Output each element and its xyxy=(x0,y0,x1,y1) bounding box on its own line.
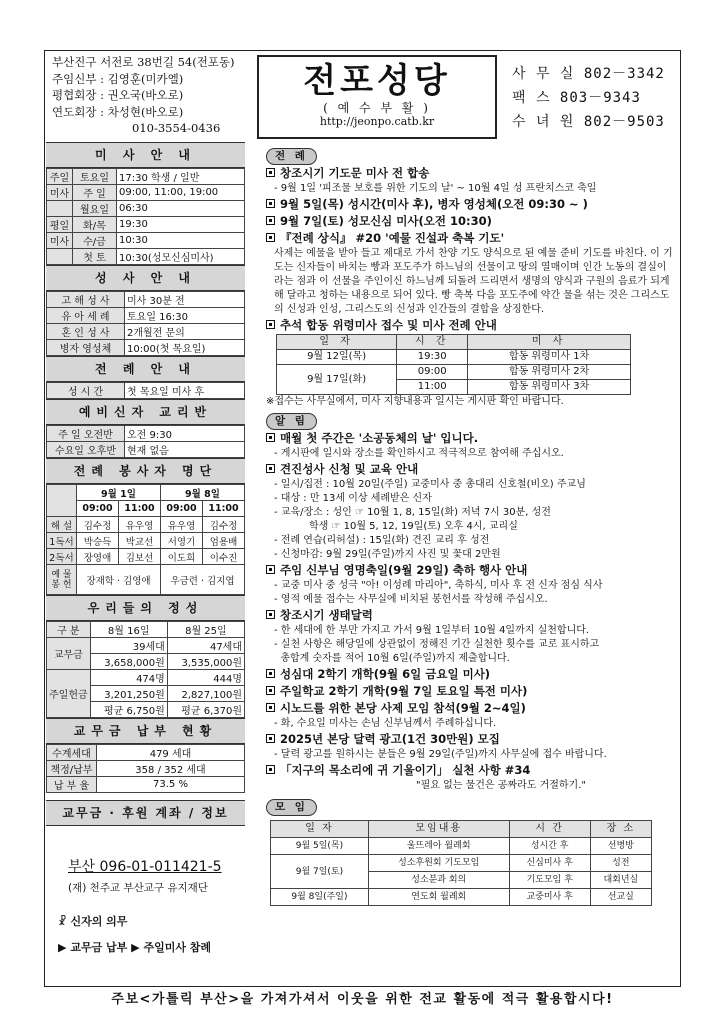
left-column xyxy=(46,142,245,793)
news-items xyxy=(266,430,676,779)
table-cell: 토요일 xyxy=(73,169,117,185)
table-row xyxy=(47,670,245,686)
item-title-row xyxy=(266,196,676,213)
square-bullet-icon xyxy=(266,565,275,574)
yeondo-chair: 연도회장 : 차성현(바오로) xyxy=(52,104,184,119)
table-cell: 울뜨레아 월례회 xyxy=(368,838,509,855)
table-cell: 11:00 xyxy=(203,501,245,517)
table-cell: 19:30 xyxy=(397,350,468,365)
square-bullet-icon xyxy=(266,669,275,678)
table-cell: 3,535,000원 xyxy=(167,654,244,670)
meetings-table xyxy=(270,820,652,906)
table-cell: 11:00 xyxy=(397,380,468,395)
table-row xyxy=(47,777,245,793)
phone: 010-3554-0436 xyxy=(132,121,221,135)
item-title-row xyxy=(266,430,676,447)
table-cell: 우금련 · 김지엽 xyxy=(161,565,245,595)
table-cell: 이도희 xyxy=(161,549,203,565)
fax-number: 팩 스 803－9343 xyxy=(512,90,641,106)
mass-heading: 미 사 안 내 xyxy=(46,142,245,168)
table-cell: 합동 위령미사 3차 xyxy=(468,380,631,395)
memorial-title-row xyxy=(266,317,676,334)
memorial-note: ※접수는 사무실에서, 미사 지향내용과 일시는 게시판 확인 바랍니다. xyxy=(266,396,564,407)
item-title-row xyxy=(266,213,676,230)
table-cell: 수/금 xyxy=(73,233,117,249)
duty-title: 신자의 의무 xyxy=(70,915,128,928)
table-cell: 주일 xyxy=(47,169,73,185)
table-cell: 유우영 xyxy=(161,517,203,533)
table-cell: 장재학 · 김영애 xyxy=(77,565,161,595)
item-line: - 달력 광고를 원하시는 분들은 9월 29일(주일)까지 사무실에 접수 바랍니다. xyxy=(274,749,607,760)
table-cell: 주 일 오전반 xyxy=(47,426,125,442)
table-row xyxy=(47,501,245,517)
table-row xyxy=(277,350,631,365)
table-cell: 11:00 xyxy=(119,501,161,517)
memorial-table xyxy=(276,334,631,395)
duty-list xyxy=(46,939,245,955)
item-line: - 9월 1일 '피조물 보호를 위한 기도의 날' ~ 10월 4일 성 프란치스코 축일 xyxy=(274,183,597,194)
table-row xyxy=(47,517,245,533)
table-row xyxy=(277,335,631,350)
item-line: - 한 세대에 한 부만 가지고 가서 9월 1일부터 10월 4일까지 실천합니다. xyxy=(274,625,590,636)
catechumen-table xyxy=(46,425,245,458)
table-row xyxy=(47,233,245,249)
table-row xyxy=(47,217,245,233)
table-cell: 39세대 xyxy=(90,638,167,654)
table-cell: 선교실 xyxy=(590,889,651,906)
table-cell: 성전 xyxy=(590,855,651,872)
table-cell: 책정/납부 xyxy=(47,761,97,777)
table-cell: 성소분과 회의 xyxy=(368,872,509,889)
table-cell: 성시간 후 xyxy=(509,838,590,855)
table-cell: 10:30 xyxy=(117,233,245,249)
servers-heading: 전례 봉사자 명단 xyxy=(46,458,245,484)
table-cell: 월요일 xyxy=(73,201,117,217)
table-cell: 모임내용 xyxy=(368,821,509,838)
square-bullet-icon xyxy=(266,233,275,242)
table-cell: 미사 30분 전 xyxy=(125,292,245,308)
offering-table xyxy=(46,621,245,718)
square-bullet-icon xyxy=(266,610,275,619)
offering-heading: 우리들의 정성 xyxy=(46,595,245,621)
item-title: 「지구의 목소리에 귀 기울이기」 실천 사항 #34 xyxy=(280,763,531,777)
table-cell: 예 물 봉 헌 xyxy=(47,565,77,595)
item-line: - 교육/장소 : 성인 ☞ 10월 1, 8, 15일(화) 저녁 7시 30분, 성전 xyxy=(274,507,551,518)
item-line: - 대상 : 만 13세 이상 세례받은 신자 xyxy=(274,493,432,504)
table-row xyxy=(47,761,245,777)
item-title: 시노드를 위한 본당 사제 모임 참석(9월 2~4일) xyxy=(280,701,526,715)
sacrament-table xyxy=(46,291,245,356)
item-title-row xyxy=(266,731,676,748)
table-cell: 2개월전 문의 xyxy=(125,324,245,340)
table-cell xyxy=(47,201,73,217)
liturgy-paragraph: 사제는 예물을 받아 들고 제대로 가서 찬양 기도 양식으로 된 예물 준비 기도를 바친다. 이 기도는 신자들이 바치는 빵과 포도주가 하느님의 선물이고 땅의 열매이며 인간 노동의 결실이라는 점과 이 선물을 주인이신 하느님께 되돌려 드리면서 생명의 양식과 구원의 음료가 되게 해 달라고 청하는 내용으로 되어 있다. 빵 축복 다음 포도주에 약간 물을 섞는 것은 그리스도의 신성과 인성, 그리스도의 신성과 인간들의 결합을 상징한다. xyxy=(274,248,673,315)
parish-title: 전포성당 xyxy=(303,61,451,101)
table-cell: 평균 6,370원 xyxy=(167,702,244,718)
table-cell: 9월 5일(목) xyxy=(271,838,369,855)
table-cell: 장 소 xyxy=(590,821,651,838)
table-cell: 김수정 xyxy=(203,517,245,533)
table-cell: 06:30 xyxy=(117,201,245,217)
item-title-row xyxy=(266,700,676,717)
table-cell: 09:00 xyxy=(77,501,119,517)
table-cell: 김수정 xyxy=(77,517,119,533)
tithe-status-heading: 교무금 납부 현황 xyxy=(46,718,245,744)
table-cell: 미 사 xyxy=(468,335,631,350)
table-cell: 8월 16일 xyxy=(90,622,167,638)
table-row xyxy=(47,485,245,501)
table-cell: 358 / 352 세대 xyxy=(97,761,245,777)
account-box xyxy=(46,800,245,980)
duty-title-row xyxy=(46,913,245,929)
table-cell: 9월 7일(토) xyxy=(271,855,369,889)
triangle-icon: ▶ xyxy=(58,941,67,954)
table-cell: 합동 위령미사 1차 xyxy=(468,350,631,365)
table-cell: 2독서 xyxy=(47,549,77,565)
table-cell: 연도회 월례회 xyxy=(368,889,509,906)
item-title-row xyxy=(266,461,676,478)
table-cell: 9월 8일 xyxy=(161,485,245,501)
duty-item: 주일미사 참례 xyxy=(143,941,212,954)
table-cell: 서영기 xyxy=(161,533,203,549)
pastor: 주임신부 : 김영훈(미카엘) xyxy=(52,71,184,86)
item-title-row xyxy=(266,230,676,247)
square-bullet-icon xyxy=(266,686,275,695)
table-row xyxy=(277,365,631,380)
square-bullet-icon xyxy=(266,464,275,473)
table-cell: 엄용배 xyxy=(203,533,245,549)
table-row xyxy=(271,838,652,855)
table-cell: 일 자 xyxy=(277,335,397,350)
table-cell: 9월 17일(화) xyxy=(277,365,397,395)
item-line: - 게시판에 일시와 장소를 확인하시고 적극적으로 참여해 주십시오. xyxy=(274,448,564,459)
table-cell: 합동 위령미사 2차 xyxy=(468,365,631,380)
table-cell: 구 분 xyxy=(47,622,91,638)
table-cell: 8월 25일 xyxy=(167,622,244,638)
memorial-title: 추석 합동 위령미사 접수 및 미사 전례 안내 xyxy=(280,318,497,332)
contact-numbers xyxy=(512,62,677,134)
table-cell: 479 세대 xyxy=(97,745,245,761)
table-cell: 첫 토 xyxy=(73,249,117,265)
item-title-row xyxy=(266,165,676,182)
adoration-heading: 전 례 안 내 xyxy=(46,356,245,382)
table-cell: 화/목 xyxy=(73,217,117,233)
table-cell: 474명 xyxy=(90,670,167,686)
convent-phone: 수 녀 원 802－9503 xyxy=(512,114,665,130)
table-cell: 성 시 간 xyxy=(47,383,125,399)
square-bullet-icon xyxy=(266,433,275,442)
table-row xyxy=(47,324,245,340)
item-title-row xyxy=(266,762,676,779)
table-cell: 09:00, 11:00, 19:00 xyxy=(117,185,245,201)
item-title-row xyxy=(266,666,676,683)
table-cell: 박승득 xyxy=(77,533,119,549)
meetings-label: 모 임 xyxy=(266,799,317,816)
table-cell: 10:30(성모신심미사) xyxy=(117,249,245,265)
table-row xyxy=(47,249,245,265)
item-line: - 실천 사항은 해당일에 상관없이 정해진 기간 실천한 횟수를 교로 표시하고 xyxy=(274,639,600,650)
item-line: 총합계 숫자를 적어 10월 6일(주일)까지 제출합니다. xyxy=(274,653,510,664)
table-cell: 시 간 xyxy=(397,335,468,350)
item-title: 『전례 상식』 #20 '예물 진설과 축복 기도' xyxy=(280,231,505,245)
table-cell: 수요일 오후반 xyxy=(47,442,125,458)
account-number: 부산 096-01-011421-5 xyxy=(68,859,222,875)
item-title: 창조시기 기도문 미사 전 합송 xyxy=(280,166,430,180)
table-cell: 주일헌금 xyxy=(47,670,91,718)
item-title: 주일학교 2학기 개학(9월 7일 토요일 특전 미사) xyxy=(280,684,528,698)
table-row xyxy=(47,426,245,442)
table-cell: 일 자 xyxy=(271,821,369,838)
table-cell: 대회년실 xyxy=(590,872,651,889)
table-cell: 444명 xyxy=(167,670,244,686)
right-column xyxy=(266,148,676,906)
item-line: - 교중 미사 중 성극 "아! 이성례 마리아", 축하식, 미사 후 전 신자 점심 식사 xyxy=(274,580,603,591)
duty-item: 교무금 납부 xyxy=(70,941,128,954)
table-row xyxy=(47,745,245,761)
table-cell: 유 아 세 례 xyxy=(47,308,125,324)
office-phone: 사 무 실 802－3342 xyxy=(512,66,665,82)
table-cell: 9월 12일(목) xyxy=(277,350,397,365)
item-line: - 영적 예물 접수는 사무실에 비치된 봉헌서를 작성해 주십시오. xyxy=(274,594,548,605)
table-cell: 2,827,100원 xyxy=(167,686,244,702)
square-bullet-icon xyxy=(266,765,275,774)
table-cell: 이수진 xyxy=(203,549,245,565)
item-title-row xyxy=(266,607,676,624)
news-label: 알 림 xyxy=(266,413,317,430)
item-title: 주임 신부님 영명축일(9월 29일) 축하 행사 안내 xyxy=(280,563,528,577)
table-cell xyxy=(47,485,77,517)
table-cell: 기도모임 후 xyxy=(509,872,590,889)
table-cell: 납 부 율 xyxy=(47,777,97,793)
table-cell: 성소후원회 기도모임 xyxy=(368,855,509,872)
item-title-row xyxy=(266,683,676,700)
table-cell: 현재 없음 xyxy=(125,442,245,458)
item-line: - 전례 연습(리허설) : 15일(화) 견진 교리 후 성전 xyxy=(274,535,490,546)
address: 부산진구 서전로 38번길 54(전포동) xyxy=(52,55,235,69)
footer-message: 주보<가톨릭 부산>을 가져가셔서 이웃을 위한 전교 활동에 적극 활용합시다! xyxy=(111,992,614,1007)
table-cell: 09:00 xyxy=(161,501,203,517)
table-cell: 3,658,000원 xyxy=(90,654,167,670)
item-line: - 일시/집전 : 10월 20일(주일) 교중미사 중 총대리 신호철(비오) 주교님 xyxy=(274,479,586,490)
square-bullet-icon xyxy=(266,168,275,177)
liturgy-label: 전 례 xyxy=(266,148,317,165)
table-cell: 교중미사 후 xyxy=(509,889,590,906)
item-title: 9월 7일(토) 성모신심 미사(오전 10:30) xyxy=(280,214,492,228)
table-row xyxy=(47,383,245,399)
table-cell: 병자 영성체 xyxy=(47,340,125,356)
square-bullet-icon xyxy=(266,199,275,208)
table-cell: 9월 8일(주일) xyxy=(271,889,369,906)
table-cell: 신심미사 후 xyxy=(509,855,590,872)
table-cell: 주 일 xyxy=(73,185,117,201)
table-row xyxy=(47,638,245,654)
masthead xyxy=(257,55,497,139)
table-row xyxy=(47,292,245,308)
mass-table xyxy=(46,168,245,265)
news-quote: "필요 없는 물건은 공짜라도 거절하기." xyxy=(416,780,586,791)
table-row xyxy=(47,308,245,324)
sacrament-heading: 성 사 안 내 xyxy=(46,265,245,291)
table-cell: 평일 xyxy=(47,217,73,233)
table-cell: 박교선 xyxy=(119,533,161,549)
table-cell: 유우영 xyxy=(119,517,161,533)
table-cell: 1독서 xyxy=(47,533,77,549)
account-holder: (재) 천주교 부산교구 유지재단 xyxy=(68,882,208,894)
table-row xyxy=(271,889,652,906)
table-cell: 김보선 xyxy=(119,549,161,565)
table-cell: 시 간 xyxy=(509,821,590,838)
table-cell: 19:30 xyxy=(117,217,245,233)
square-bullet-icon xyxy=(266,320,275,329)
table-cell: 09:00 xyxy=(397,365,468,380)
table-row xyxy=(271,855,652,872)
table-row xyxy=(47,533,245,549)
chi-rho-icon: ☧ xyxy=(58,915,67,928)
table-cell: 오전 9:30 xyxy=(125,426,245,442)
table-row xyxy=(47,549,245,565)
table-cell: 고 해 성 사 xyxy=(47,292,125,308)
tithe-status-table xyxy=(46,744,245,793)
table-row xyxy=(47,442,245,458)
table-cell: 3,201,250원 xyxy=(90,686,167,702)
table-cell: 47세대 xyxy=(167,638,244,654)
table-cell: 교무금 xyxy=(47,638,91,670)
table-row xyxy=(47,340,245,356)
item-title: 매월 첫 주간은 '소공동체의 날' 입니다. xyxy=(280,431,479,445)
table-cell: 10:00(첫 목요일) xyxy=(125,340,245,356)
item-title: 2025년 본당 달력 광고(1건 30만원) 모집 xyxy=(280,732,500,746)
table-cell: 수계세대 xyxy=(47,745,97,761)
item-line: - 신청마감: 9월 29일(주일)까지 사진 및 꽃대 2만원 xyxy=(274,549,501,560)
liturgy-items xyxy=(266,165,676,247)
liturgical-season: ( 예 수 부 활 ) xyxy=(323,101,431,115)
item-title-row xyxy=(266,562,676,579)
adoration-table xyxy=(46,382,245,399)
table-cell: 미사 xyxy=(47,185,73,201)
square-bullet-icon xyxy=(266,216,275,225)
account-heading: 교무금 · 후원 계좌 / 정보 xyxy=(46,800,245,826)
table-row xyxy=(47,565,245,595)
table-cell: 17:30 학생 / 일반 xyxy=(117,169,245,185)
council-chair: 평협회장 : 권오국(바오로) xyxy=(52,88,184,102)
table-cell: 혼 인 성 사 xyxy=(47,324,125,340)
item-line: - 화, 수요일 미사는 손님 신부님께서 주례하십니다. xyxy=(274,718,497,729)
table-cell: 미사 xyxy=(47,233,73,249)
table-cell: 첫 목요일 미사 후 xyxy=(125,383,245,399)
parish-url[interactable]: http://jeonpo.catb.kr xyxy=(319,115,435,128)
table-cell: 평균 6,750원 xyxy=(90,702,167,718)
triangle-icon: ▶ xyxy=(131,941,140,954)
table-cell: 선병방 xyxy=(590,838,651,855)
catechumen-heading: 예비신자 교리반 xyxy=(46,399,245,425)
table-row xyxy=(47,201,245,217)
item-title: 창조시기 생태달력 xyxy=(280,608,373,622)
table-row xyxy=(47,622,245,638)
item-title: 견진성사 신청 및 교육 안내 xyxy=(280,462,419,476)
table-row xyxy=(271,821,652,838)
table-row xyxy=(47,185,245,201)
table-cell: 토요일 16:30 xyxy=(125,308,245,324)
table-cell xyxy=(47,249,73,265)
table-cell: 9월 1일 xyxy=(77,485,161,501)
item-title: 성심대 2학기 개학(9월 6일 금요일 미사) xyxy=(280,667,491,681)
table-cell: 73.5 % xyxy=(97,777,245,793)
table-row xyxy=(47,169,245,185)
square-bullet-icon xyxy=(266,734,275,743)
header-info xyxy=(52,54,250,137)
item-title: 9월 5일(목) 성시간(미사 후), 병자 영성체(오전 09:30 ~ ) xyxy=(280,197,588,211)
item-line: 학생 ☞ 10월 5, 12, 19일(토) 오후 4시, 교리실 xyxy=(274,521,518,532)
square-bullet-icon xyxy=(266,703,275,712)
servers-table xyxy=(46,484,245,595)
table-cell: 해 설 xyxy=(47,517,77,533)
table-cell: 장영애 xyxy=(77,549,119,565)
